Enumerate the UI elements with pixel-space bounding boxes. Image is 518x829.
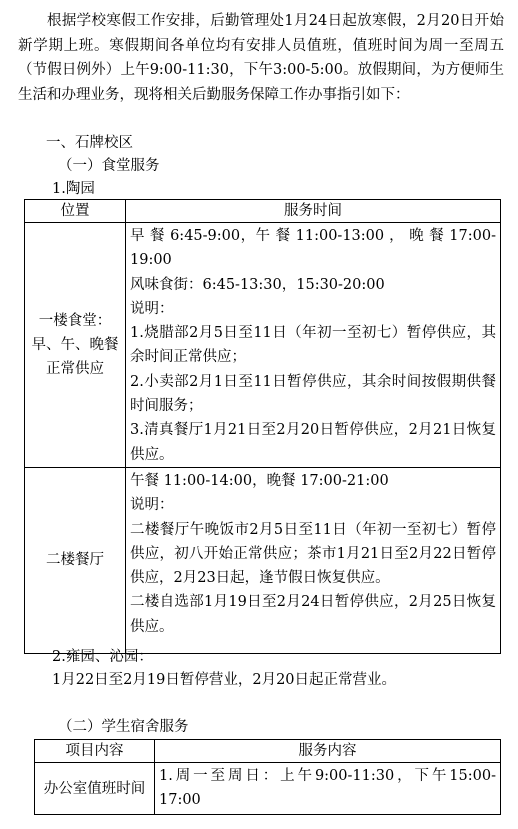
- subsection-heading-canteen: （一）食堂服务: [58, 158, 160, 174]
- table-row: [35, 763, 501, 815]
- table-row: [25, 467, 501, 653]
- position-cell: 二楼餐厅: [25, 467, 126, 653]
- item-heading-yongyuan-qinyuan: 2.雍园、沁园：: [52, 649, 153, 665]
- note-item: 二楼自选部1月19日至2月24日暂停供应，2月25日恢复供应。: [130, 594, 496, 635]
- snack-street-times: 风味食街：6:45-13:30，15:30-20:00: [130, 276, 385, 293]
- service-time-cell: [126, 467, 501, 653]
- header-position: 位置: [25, 200, 126, 223]
- dormitory-service-table: [34, 739, 501, 815]
- item-text-yongyuan-qinyuan: 1月22日至2月19日暂停营业，2月20日起正常营业。: [52, 672, 397, 688]
- note-item: 二楼餐厅午晚饭市2月5日至11日（年初一至初七）暂停供应，初八开始正常供应；茶市1月21日至2月22日暂停供应，2月23日起，逢节假日恢复供应。: [130, 521, 496, 587]
- service-time-cell: [126, 223, 501, 468]
- table-row: [25, 223, 501, 468]
- note-label: 说明：: [130, 497, 174, 514]
- subsection-heading-dormitory: （二）学生宿舍服务: [58, 719, 189, 735]
- section-heading-shipai: 一、石牌校区: [46, 135, 133, 151]
- note-item: 2.小卖部2月1日至11日暂停供应，其余时间按假期供餐时间服务；: [130, 373, 496, 415]
- header-service-time: 服务时间: [126, 200, 501, 223]
- header-item: 项目内容: [35, 740, 155, 763]
- note-item: 1.烧腊部2月5日至11日（年初一至初七）暂停供应，其余时间正常供应；: [130, 325, 496, 366]
- note-item: 3.清真餐厅1月21日至2月20日暂停供应，2月21日恢复供应。: [130, 422, 496, 463]
- content-cell: 1.周一至周日：上午9:00-11:30，下午15:00-17:00: [155, 763, 501, 815]
- item-heading-taoyuan: 1.陶园: [52, 181, 95, 197]
- header-content: 服务内容: [155, 740, 501, 763]
- table-header-row: [25, 200, 501, 223]
- meal-times: 早 餐 6:45-9:00，午 餐 11:00-13:00 ， 晚 餐 17:00-19:00: [130, 228, 496, 269]
- note-label: 说明：: [130, 300, 174, 317]
- item-cell: 办公室值班时间: [35, 763, 155, 815]
- meal-times: 午餐 11:00-14:00，晚餐 17:00-21:00: [130, 472, 389, 489]
- intro-paragraph: 根据学校寒假工作安排，后勤管理处1月24日起放寒假，2月20日开始新学期上班。寒假期间各单位均有安排人员值班，值班时间为周一至周五（节假日例外）上午9:00-11:30，下午3:00-5:00。放假期间，为方便师生生活和办理业务，现将相关后勤服务保障工作办事指引如下：: [18, 13, 504, 104]
- table-header-row: [35, 740, 501, 763]
- position-cell: 一楼食堂：早、午、晚餐正常供应: [25, 223, 126, 468]
- canteen-service-table: [24, 199, 501, 654]
